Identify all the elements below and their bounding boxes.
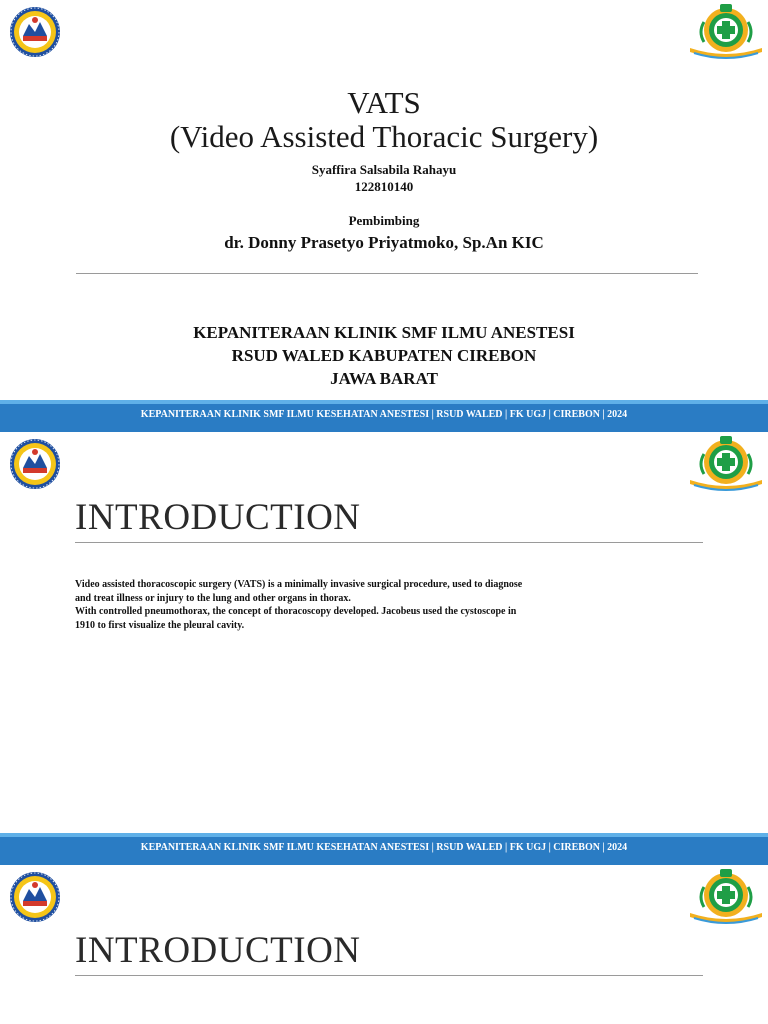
hospital-emblem-icon [686, 867, 766, 925]
intro-paragraph [75, 578, 595, 632]
supervisor-label: Pembimbing [348, 213, 420, 228]
university-seal-icon [9, 6, 61, 58]
author-name: Syaffira Salsabila Rahayu [311, 162, 457, 177]
paragraph-line: 1910 to first visualize the pleural cavity. [75, 619, 245, 631]
slide-title-subtitle: (Video Assisted Thoracic Surgery) [169, 119, 599, 154]
heading-underline [75, 542, 703, 543]
university-seal-icon [9, 871, 61, 923]
slide-title-main: VATS [347, 85, 421, 120]
slide-heading: INTRODUCTION [75, 497, 361, 538]
slide-heading: INTRODUCTION [75, 930, 361, 971]
divider-line [76, 273, 698, 274]
introduction-slide-continued [0, 865, 768, 1024]
institution-line-1: KEPANITERAAN KLINIK SMF ILMU ANESTESI [193, 323, 575, 342]
heading-underline [75, 975, 703, 976]
hospital-emblem-icon [686, 2, 766, 60]
footer-highlight [0, 833, 768, 837]
footer-highlight [0, 400, 768, 404]
title-slide [0, 0, 768, 432]
university-seal-icon [9, 438, 61, 490]
supervisor-name: dr. Donny Prasetyo Priyatmoko, Sp.An KIC [224, 233, 544, 252]
hospital-emblem-icon [686, 434, 766, 492]
footer-bar [0, 833, 768, 865]
footer-text: KEPANITERAAN KLINIK SMF ILMU KESEHATAN ANESTESI | RSUD WALED | FK UGJ | CIREBON | 2024 [140, 409, 628, 420]
footer-bar [0, 400, 768, 432]
introduction-slide [0, 432, 768, 865]
paragraph-line: With controlled pneumothorax, the concept of thoracoscopy developed. Jacobeus used the cystoscope in [75, 606, 517, 617]
paragraph-line: and treat illness or injury to the lung and other organs in thorax. [75, 592, 351, 604]
institution-line-2: RSUD WALED KABUPATEN CIREBON [231, 346, 537, 365]
author-id: 122810140 [354, 179, 414, 194]
footer-text: KEPANITERAAN KLINIK SMF ILMU KESEHATAN ANESTESI | RSUD WALED | FK UGJ | CIREBON | 2024 [140, 842, 628, 853]
institution-line-3: JAWA BARAT [330, 369, 438, 388]
paragraph-line: Video assisted thoracoscopic surgery (VATS) is a minimally invasive surgical procedure, used to diagnose [75, 579, 523, 590]
